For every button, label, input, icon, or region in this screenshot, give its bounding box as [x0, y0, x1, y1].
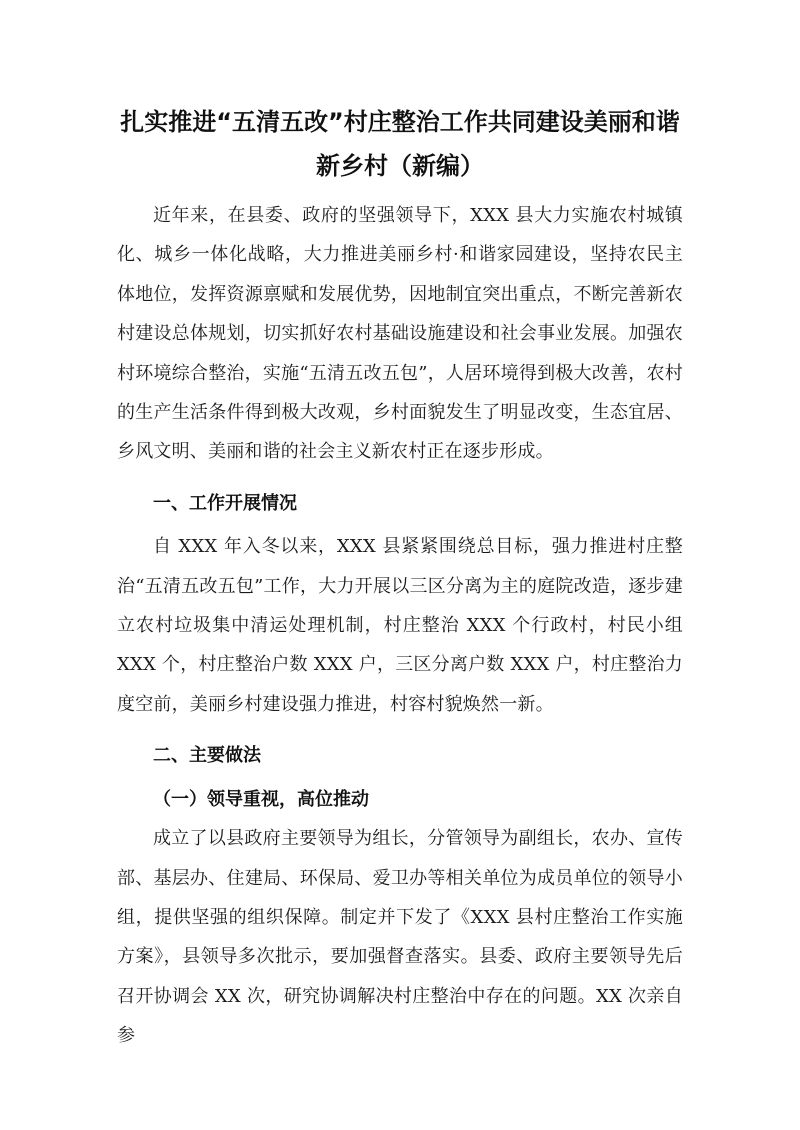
subsection-heading-leadership: （一）领导重视，高位推动	[153, 788, 369, 810]
section-heading-work-status: 一、工作开展情况	[153, 492, 297, 514]
section-heading-main-methods: 二、主要做法	[153, 745, 261, 767]
intro-paragraph: 近年来，在县委、政府的坚强领导下，XXX 县大力实施农村城镇化、城乡一体化战略，大力推进美丽乡村·和谐家园建设，坚持农民主体地位，发挥资源禀赋和发展优势，因地制宜突出重点，不断完善新农村建设总体规划，切实抓好农村基础设施建设和社会事业发展。加强农村环境综合整治，实施“五清五改五包”，人居环境得到极大改善，农村的生产生活条件得到极大改观，乡村面貌发生了明显改变，生态宜居、乡风文明、美丽和谐的社会主义新农村正在逐步形成。	[117, 205, 683, 463]
subsection-body-leadership: 成立了以县政府主要领导为组长，分管领导为副组长，农办、宣传部、基层办、住建局、环保局、爱卫办等相关单位为成员单位的领导小组，提供坚强的组织保障。制定并下发了《XXX 县村庄整治工作实施方案》，县领导多次批示，要加强督查落实。县委、政府主要领导先后召开协调会 XX 次，研究协调解决村庄整治中存在的问题。XX 次亲自参	[117, 828, 683, 1047]
section-body-work-status: 自 XXX 年入冬以来，XXX 县紧紧围绕总目标，强力推进村庄整治“五清五改五包”工作，大力开展以三区分离为主的庭院改造，逐步建立农村垃圾集中清运处理机制，村庄整治 XXX 个行政村，村民小组 XXX 个，村庄整治户数 XXX 户，三区分离户数 XXX 户，村庄整治力度空前，美丽乡村建设强力推进，村容村貌焕然一新。	[117, 536, 683, 715]
document-title: 扎实推进“五清五改”村庄整治工作共同建设美丽和谐新乡村（新编）	[120, 108, 680, 180]
